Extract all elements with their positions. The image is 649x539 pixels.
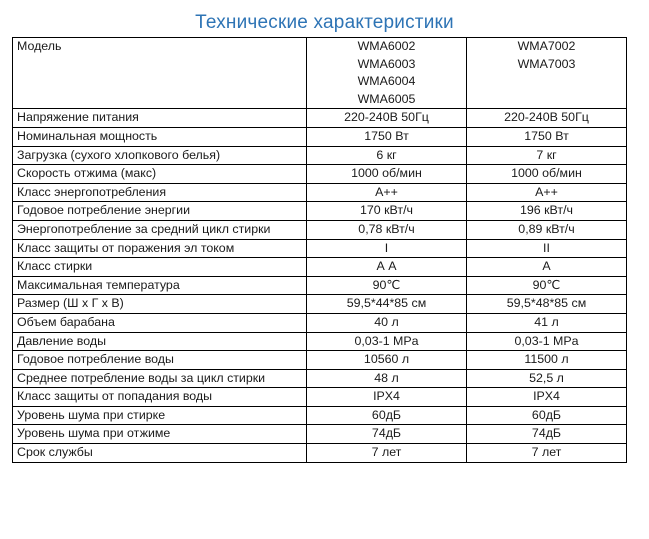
spec-value-model-1: 10560 л bbox=[307, 351, 467, 370]
spec-value-model-1: 0,03-1 MPa bbox=[307, 332, 467, 351]
spec-value-model-2: 1750 Вт bbox=[467, 127, 627, 146]
model-list-1 bbox=[307, 38, 467, 109]
model-name: WMA7002 bbox=[517, 39, 576, 53]
spec-value-model-1: 90℃ bbox=[307, 276, 467, 295]
spec-value-model-2: 7 лет bbox=[467, 444, 627, 463]
spec-label: Энергопотребление за средний цикл стирки bbox=[13, 220, 307, 239]
table-row bbox=[13, 444, 627, 463]
spec-label: Класс энергопотребления bbox=[13, 183, 307, 202]
spec-label: Годовое потребление энергии bbox=[13, 202, 307, 221]
table-row bbox=[13, 220, 627, 239]
spec-label: Скорость отжима (макс) bbox=[13, 165, 307, 184]
specifications-table bbox=[12, 37, 627, 463]
spec-value-model-1: А++ bbox=[307, 183, 467, 202]
model-label-cell: Модель bbox=[13, 38, 307, 109]
table-row bbox=[13, 146, 627, 165]
table-row bbox=[13, 239, 627, 258]
table-row bbox=[13, 165, 627, 184]
spec-value-model-2: 52,5 л bbox=[467, 369, 627, 388]
table-row bbox=[13, 127, 627, 146]
spec-label: Класс защиты от попадания воды bbox=[13, 388, 307, 407]
model-name: WMA6005 bbox=[357, 91, 416, 106]
spec-value-model-2: 7 кг bbox=[467, 146, 627, 165]
spec-value-model-1: 59,5*44*85 см bbox=[307, 295, 467, 314]
spec-value-model-2: 11500 л bbox=[467, 351, 627, 370]
table-row bbox=[13, 332, 627, 351]
spec-value-model-1: 1750 Вт bbox=[307, 127, 467, 146]
spec-value-model-1: 74дБ bbox=[307, 425, 467, 444]
model-name: WMA6002 bbox=[357, 39, 416, 53]
spec-value-model-1: 40 л bbox=[307, 313, 467, 332]
model-list-2 bbox=[467, 38, 627, 109]
spec-value-model-1: 1000 об/мин bbox=[307, 165, 467, 184]
spec-value-model-2: 196 кВт/ч bbox=[467, 202, 627, 221]
model-name: WMA6004 bbox=[357, 74, 416, 89]
table-row bbox=[13, 369, 627, 388]
spec-value-model-2: 0,03-1 MPa bbox=[467, 332, 627, 351]
spec-value-model-1: 170 кВт/ч bbox=[307, 202, 467, 221]
spec-label: Давление воды bbox=[13, 332, 307, 351]
table-row bbox=[13, 183, 627, 202]
spec-label: Уровень шума при отжиме bbox=[13, 425, 307, 444]
spec-label: Размер (Ш х Г х В) bbox=[13, 295, 307, 314]
spec-value-model-1: 220-240В 50Гц bbox=[307, 109, 467, 128]
table-row bbox=[13, 388, 627, 407]
spec-label: Класс защиты от поражения эл током bbox=[13, 239, 307, 258]
spec-value-model-2: 0,89 кВт/ч bbox=[467, 220, 627, 239]
spec-label: Объем барабана bbox=[13, 313, 307, 332]
table-row-model bbox=[13, 38, 627, 109]
spec-label: Срок службы bbox=[13, 444, 307, 463]
spec-value-model-2: 41 л bbox=[467, 313, 627, 332]
table-row bbox=[13, 276, 627, 295]
table-row bbox=[13, 258, 627, 277]
spec-value-model-2: А++ bbox=[467, 183, 627, 202]
spec-value-model-1: 7 лет bbox=[307, 444, 467, 463]
spec-value-model-1: А А bbox=[307, 258, 467, 277]
spec-value-model-1: 0,78 кВт/ч bbox=[307, 220, 467, 239]
spec-value-model-2: 74дБ bbox=[467, 425, 627, 444]
model-name: WMA6003 bbox=[357, 56, 416, 71]
spec-value-model-1: 48 л bbox=[307, 369, 467, 388]
table-row bbox=[13, 202, 627, 221]
page-title: Технические характеристики bbox=[195, 12, 454, 33]
spec-label: Уровень шума при стирке bbox=[13, 406, 307, 425]
spec-label: Годовое потребление воды bbox=[13, 351, 307, 370]
spec-value-model-2: 59,5*48*85 см bbox=[467, 295, 627, 314]
spec-value-model-1: 6 кг bbox=[307, 146, 467, 165]
spec-label: Загрузка (сухого хлопкового белья) bbox=[13, 146, 307, 165]
spec-label: Напряжение питания bbox=[13, 109, 307, 128]
table-row bbox=[13, 425, 627, 444]
spec-value-model-2: 90℃ bbox=[467, 276, 627, 295]
table-row bbox=[13, 313, 627, 332]
spec-value-model-2: IPX4 bbox=[467, 388, 627, 407]
spec-value-model-2: 220-240В 50Гц bbox=[467, 109, 627, 128]
spec-value-model-1: I bbox=[307, 239, 467, 258]
table-row bbox=[13, 406, 627, 425]
spec-value-model-1: 60дБ bbox=[307, 406, 467, 425]
table-row bbox=[13, 351, 627, 370]
table-row bbox=[13, 109, 627, 128]
spec-label: Номинальная мощность bbox=[13, 127, 307, 146]
spec-label: Максимальная температура bbox=[13, 276, 307, 295]
spec-value-model-2: 1000 об/мин bbox=[467, 165, 627, 184]
spec-value-model-1: IPX4 bbox=[307, 388, 467, 407]
spec-label: Класс стирки bbox=[13, 258, 307, 277]
spec-label: Среднее потребление воды за цикл стирки bbox=[13, 369, 307, 388]
table-row bbox=[13, 295, 627, 314]
spec-value-model-2: 60дБ bbox=[467, 406, 627, 425]
spec-value-model-2: А bbox=[467, 258, 627, 277]
model-name: WMA7003 bbox=[517, 56, 576, 71]
spec-value-model-2: II bbox=[467, 239, 627, 258]
